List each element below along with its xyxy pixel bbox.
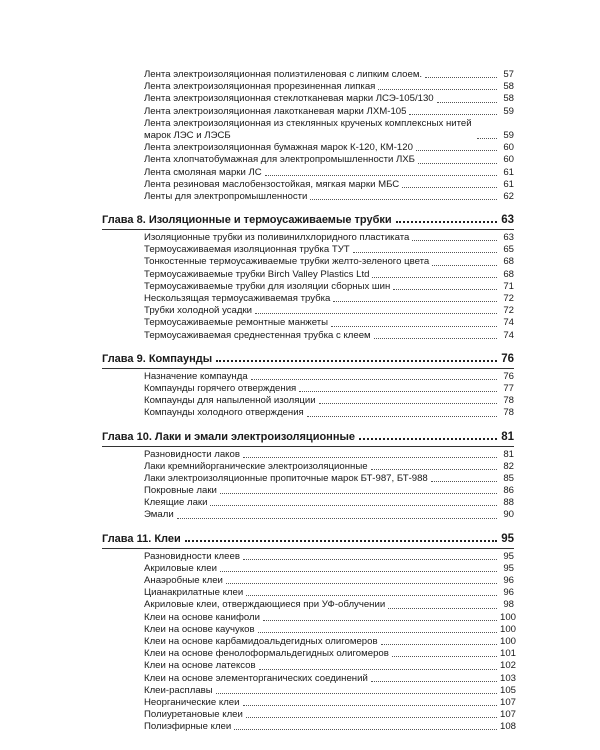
toc-entry[interactable]: Неорганические клеи 107 [144, 696, 517, 708]
toc-entry[interactable]: Лента электроизоляционная лакотканевая марки ЛХМ-105 59 [144, 105, 514, 117]
toc-entry[interactable]: Клеи на основе элементорганических соединений 103 [144, 672, 517, 684]
toc-entry[interactable]: Клеи на основе карбамидоальдегидных олигомеров 100 [144, 635, 517, 647]
toc-entry[interactable]: Полиуретановые клеи 107 [144, 709, 517, 721]
toc-entry[interactable]: Термоусаживаемые трубки Birch Valley Plastics Ltd 68 [144, 268, 514, 280]
divider [102, 548, 514, 549]
toc-entry[interactable]: Лента смоляная марки ЛС 61 [144, 166, 514, 178]
toc-entry[interactable]: Анаэробные клеи 96 [144, 575, 514, 587]
toc-entry[interactable]: Клеи на основе каучуков 100 [144, 623, 517, 635]
toc-entry[interactable]: Акриловые клеи 95 [144, 562, 514, 574]
chapter-heading[interactable]: Глава 8. Изоляционные и термоусаживаемые трубки 63 [102, 214, 514, 227]
toc-entry[interactable]: Термоусаживаемые ремонтные манжеты 74 [144, 317, 514, 329]
toc-entry[interactable]: Тонкостенные термоусаживаемые трубки желто-зеленого цвета 68 [144, 256, 514, 268]
toc-entry[interactable]: Назначение компаунда 76 [144, 370, 514, 382]
toc-entry[interactable]: Клеи-расплавы 105 [144, 684, 517, 696]
toc-entry[interactable]: Термоусаживаемая среднестенная трубка с клеем 74 [144, 329, 514, 341]
top-entries [102, 69, 514, 203]
toc-entry[interactable]: Клеящие лаки 88 [144, 497, 514, 509]
toc-entry[interactable]: Клеи на основе латексов 102 [144, 660, 517, 672]
chapter-heading[interactable]: Глава 11. Клеи 95 [102, 532, 514, 545]
toc-entry[interactable]: Термоусаживаемая изоляционная трубка ТУТ 65 [144, 244, 514, 256]
toc-entry[interactable]: Лента электроизоляционная прорезиненная липкая 58 [144, 81, 514, 93]
toc-entry[interactable]: Акриловые клеи, отверждающиеся при УФ-облучении 98 [144, 599, 514, 611]
toc-entry[interactable]: Лента электроизоляционная из стеклянных крученых комплексных нитей марок ЛЭС и ЛЭСБ 59 [144, 117, 514, 141]
table-of-contents [102, 68, 517, 733]
toc-entry[interactable]: Лента электроизоляционная полиэтиленовая с липким слоем. 57 [144, 68, 514, 80]
toc-entry[interactable]: Изоляционные трубки из поливинилхлоридного пластиката 63 [144, 232, 514, 244]
toc-entry[interactable]: Термоусаживаемые трубки для изоляции сборных шин 71 [144, 280, 514, 292]
toc-entry[interactable]: Компаунды горячего отверждения 77 [144, 382, 514, 394]
divider [102, 368, 514, 369]
toc-entry[interactable]: Цианакрилатные клеи 96 [144, 587, 514, 599]
toc-entry[interactable]: Полиэфирные клеи 108 [144, 721, 517, 733]
toc-entry[interactable]: Трубки холодной усадки 72 [144, 305, 514, 317]
toc-entry[interactable]: Лаки электроизоляционные пропиточные марок БТ-987, БТ-988 85 [144, 472, 514, 484]
toc-entry[interactable]: Нескользящая термоусаживаемая трубка 72 [144, 293, 514, 305]
toc-entry[interactable]: Компаунды для напыленной изоляции 78 [144, 395, 514, 407]
toc-entry[interactable]: Клеи на основе канифоли 100 [144, 611, 517, 623]
toc-entry[interactable]: Эмали 90 [144, 509, 514, 521]
toc-entry[interactable]: Ленты для электропромышленности 62 [144, 190, 514, 202]
toc-entry[interactable]: Компаунды холодного отверждения 78 [144, 407, 514, 419]
toc-entry[interactable]: Лента резиновая маслобензостойкая, мягкая марки МБС 61 [144, 178, 514, 190]
divider [102, 229, 514, 230]
toc-entry[interactable]: Лента электроизоляционная бумажная марок К-120, КМ-120 60 [144, 142, 514, 154]
toc-entry[interactable]: Клеи на основе фенолоформальдегидных олигомеров 101 [144, 648, 517, 660]
chapter-heading[interactable]: Глава 9. Компаунды 76 [102, 352, 514, 365]
chapter-heading[interactable]: Глава 10. Лаки и эмали электроизоляционные 81 [102, 430, 514, 443]
toc-entry[interactable]: Разновидности клеев 95 [144, 550, 514, 562]
toc-entry[interactable]: Лаки кремнийорганические электроизоляционные 82 [144, 460, 514, 472]
toc-entry[interactable]: Лента хлопчатобумажная для электропромышленности ЛХБ 60 [144, 154, 514, 166]
toc-entry[interactable]: Покровные лаки 86 [144, 485, 514, 497]
toc-entry[interactable]: Разновидности лаков 81 [144, 448, 514, 460]
divider [102, 446, 514, 447]
toc-entry[interactable]: Лента электроизоляционная стеклотканевая марки ЛСЭ-105/130 58 [144, 93, 514, 105]
